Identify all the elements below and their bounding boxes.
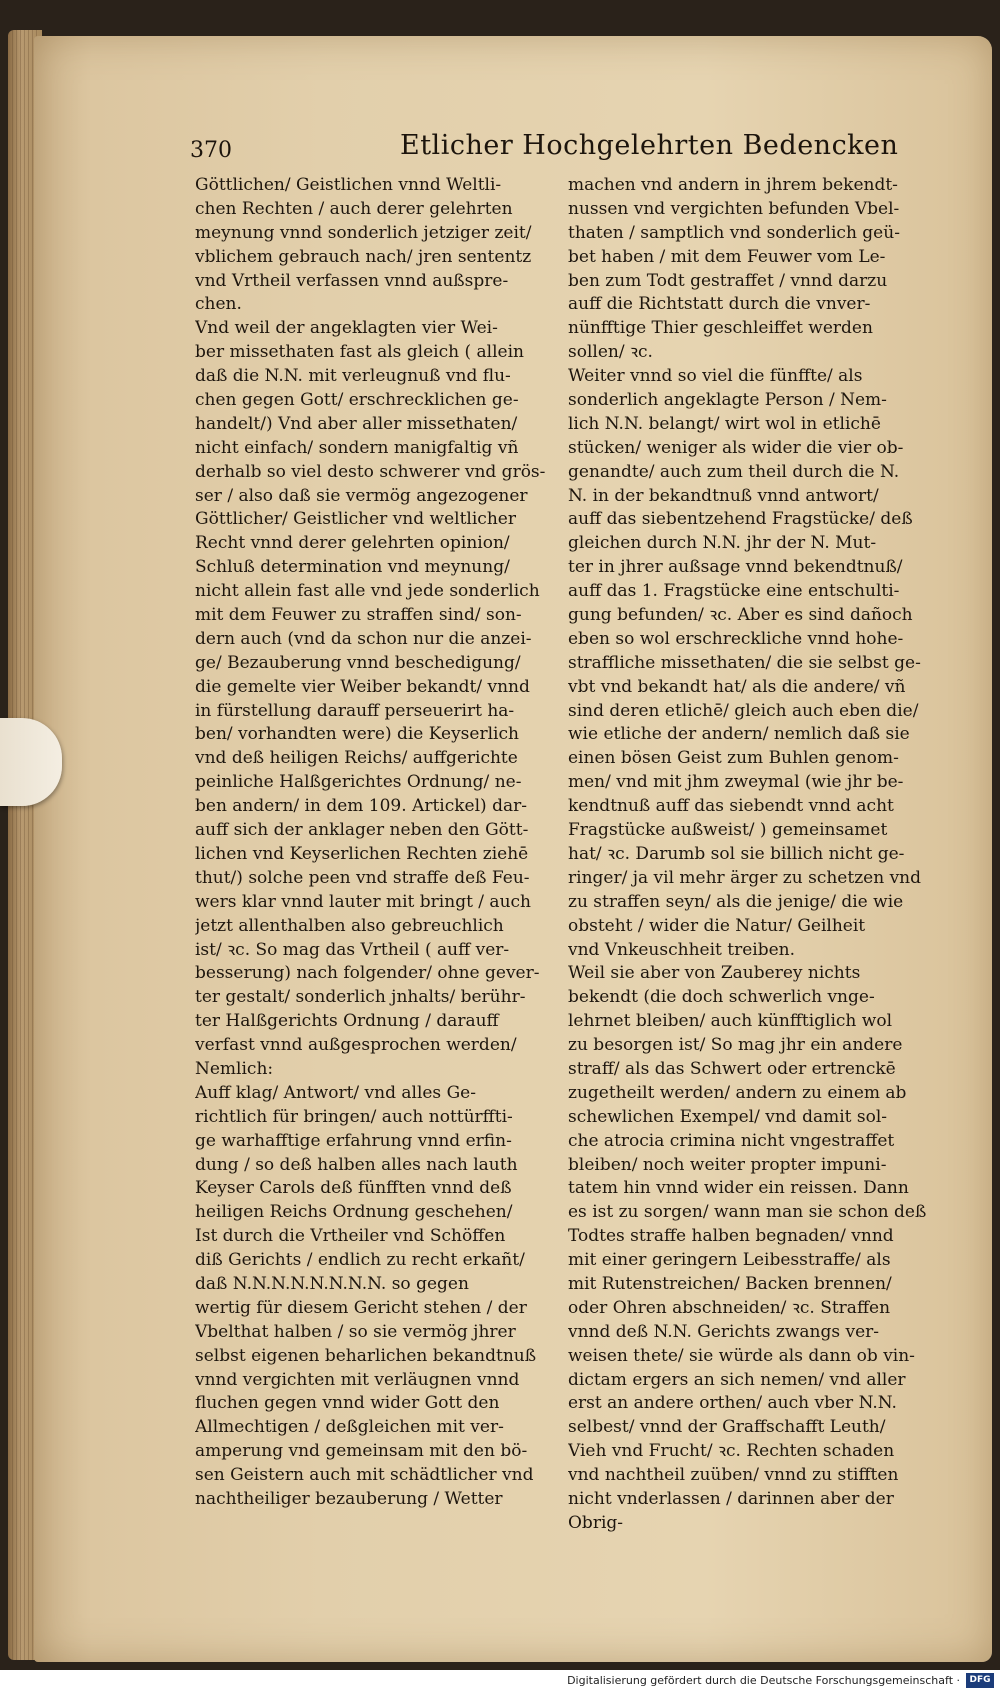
- text-line: vbt vnd bekandt hat/ als die andere/ vñ: [568, 676, 906, 697]
- page-number: 370: [190, 138, 232, 163]
- text-line: sen Geistern auch mit schädtlicher vnd: [195, 1465, 534, 1486]
- text-line: dictam ergers an sich nemen/ vnd aller: [568, 1369, 906, 1390]
- text-line: ben/ vorhandten were) die Keyserlich: [195, 724, 519, 745]
- text-line: mit Rutenstreichen/ Backen brennen/: [568, 1273, 892, 1294]
- text-line: ser / also daß sie vermög angezogener: [195, 485, 528, 506]
- text-line: auff das siebentzehend Fragstücke/ deß: [568, 509, 913, 530]
- text-line: vnd Vrtheil verfassen vnnd außspre-: [195, 270, 509, 291]
- text-line: dung / so deß halben alles nach lauth: [195, 1154, 518, 1175]
- text-line: wie etliche der andern/ nemlich daß sie: [568, 724, 910, 745]
- text-line: ge warhafftige erfahrung vnnd erfin-: [195, 1130, 512, 1151]
- text-line: lich N.N. belangt/ wirt wol in etlichē: [568, 413, 881, 434]
- text-line: nicht vnderlassen / darinnen aber der: [568, 1488, 894, 1509]
- text-line: nicht allein fast alle vnd jede sonderlich: [195, 581, 540, 602]
- text-line: mit einer geringern Leibesstraffe/ als: [568, 1250, 891, 1271]
- text-line: Göttlicher/ Geistlicher vnd weltlicher: [195, 509, 516, 530]
- digitization-credit: Digitalisierung gefördert durch die Deutsche Forschungsgemeinschaft ·: [567, 1674, 960, 1687]
- text-line: zu straffen seyn/ als die jenige/ die wie: [568, 891, 904, 912]
- text-line: Weil sie aber von Zauberey nichts: [568, 963, 861, 984]
- text-line: ben zum Todt gestraffet / vnnd darzu: [568, 270, 888, 291]
- text-line: chen Rechten / auch derer gelehrten: [195, 198, 513, 219]
- text-line: erst an andere orthen/ auch vber N.N.: [568, 1393, 897, 1414]
- text-line: thut/) solche peen vnd straffe deß Feu-: [195, 867, 530, 888]
- text-line: einen bösen Geist zum Buhlen genom-: [568, 748, 899, 769]
- text-line: Ist durch die Vrtheiler vnd Schöffen: [195, 1226, 506, 1247]
- text-line: weisen thete/ sie würde als dann ob vin-: [568, 1345, 915, 1366]
- text-line: Auff klag/ Antwort/ vnd alles Ge-: [195, 1082, 476, 1103]
- text-line: men/ vnd mit jhm zweymal (wie jhr be-: [568, 772, 904, 793]
- text-line: amperung vnd gemeinsam mit den bö-: [195, 1441, 528, 1462]
- text-line: sind deren etlichē/ gleich auch eben die/: [568, 700, 919, 721]
- text-line: Keyser Carols deß fünfften vnnd deß: [195, 1178, 512, 1199]
- text-line: vnd deß heiligen Reichs/ auffgerichte: [195, 748, 518, 769]
- text-line: zugetheilt werden/ andern zu einem ab: [568, 1082, 907, 1103]
- text-line: nachtheiliger bezauberung / Wetter: [195, 1488, 503, 1509]
- text-line: thaten / samptlich vnd sonderlich geü-: [568, 222, 900, 243]
- text-line: Fragstücke außweist/ ) gemeinsamet: [568, 820, 888, 841]
- text-line: nünfftige Thier geschleiffet werden: [568, 318, 873, 339]
- text-line: sonderlich angeklagte Person / Nem-: [568, 390, 887, 411]
- text-line: hat/ ꝛc. Darumb sol sie billich nicht ge-: [568, 843, 905, 864]
- text-line: jetzt allenthalben also gebreuchlich: [195, 915, 504, 936]
- text-line: selbst eigenen beharlichen bekandtnuß: [195, 1345, 537, 1366]
- text-line: auff die Richtstatt durch die vnver-: [568, 294, 871, 315]
- text-line: in fürstellung darauff perseuerirt ha-: [195, 700, 515, 721]
- footer-bar: [0, 1670, 1000, 1692]
- text-line: ringer/ ja vil mehr ärger zu schetzen vnd: [568, 867, 921, 888]
- text-line: bleiben/ noch weiter propter impuni-: [568, 1154, 887, 1175]
- text-line: lehrnet bleiben/ auch künfftiglich wol: [568, 1011, 893, 1032]
- text-line: chen gegen Gott/ erschrecklichen ge-: [195, 390, 519, 411]
- text-line: nussen vnd vergichten befunden Vbel-: [568, 198, 900, 219]
- text-line: gung befunden/ ꝛc. Aber es sind dañoch: [568, 605, 913, 626]
- text-line: dern auch (vnd da schon nur die anzei-: [195, 628, 532, 649]
- text-line: Nemlich:: [195, 1058, 274, 1079]
- text-line: ist/ ꝛc. So mag das Vrtheil ( auff ver-: [195, 939, 510, 960]
- text-line: tatem hin vnnd wider ein reissen. Dann: [568, 1178, 909, 1199]
- text-line: vblichem gebrauch nach/ jren sententz: [195, 246, 532, 267]
- text-line: Todtes straffe halben begnaden/ vnnd: [568, 1226, 894, 1247]
- text-line: zu besorgen ist/ So mag jhr ein andere: [568, 1035, 903, 1056]
- page-header: [190, 130, 910, 174]
- dfg-logo: DFG: [966, 1673, 994, 1688]
- text-line: gleichen durch N.N. jhr der N. Mut-: [568, 533, 877, 554]
- text-line: ter Halßgerichts Ordnung / darauff: [195, 1011, 499, 1032]
- text-line: ben andern/ in dem 109. Artickel) dar-: [195, 796, 527, 817]
- text-line: kendtnuß auff das siebendt vnnd acht: [568, 796, 894, 817]
- running-title: Etlicher Hochgelehrten Bedencken: [400, 130, 899, 161]
- text-line: Recht vnnd derer gelehrten opinion/: [195, 533, 510, 554]
- text-line: schewlichen Exempel/ vnd damit sol-: [568, 1106, 888, 1127]
- text-line: ter gestalt/ sonderlich jnhalts/ berühr-: [195, 987, 526, 1008]
- text-line: auff sich der anklager neben den Gött-: [195, 820, 529, 841]
- text-line: bet haben / mit dem Feuwer vom Le-: [568, 246, 886, 267]
- text-line: stücken/ weniger als wider die vier ob-: [568, 437, 904, 458]
- text-line: vnd nachtheil zuüben/ vnnd zu stifften: [568, 1465, 899, 1486]
- text-line: heiligen Reichs Ordnung geschehen/: [195, 1202, 513, 1223]
- text-line: straffliche missethaten/ die sie selbst ge-: [568, 652, 921, 673]
- text-line: verfast vnnd außgesprochen werden/: [195, 1035, 517, 1056]
- text-line: che atrocia crimina nicht vngestraffet: [568, 1130, 895, 1151]
- text-line: N. in der bekandtnuß vnnd antwort/: [568, 485, 879, 506]
- text-line: mit dem Feuwer zu straffen sind/ son-: [195, 605, 522, 626]
- left-text-column: [195, 174, 555, 1512]
- text-line: wertig für diesem Gericht stehen / der: [195, 1297, 527, 1318]
- text-line: straff/ als das Schwert oder ertrenckē: [568, 1058, 896, 1079]
- text-line: genandte/ auch zum theil durch die N.: [568, 461, 900, 482]
- text-line: wers klar vnnd lauter mit bringt / auch: [195, 891, 531, 912]
- text-line: Obrig-: [568, 1512, 624, 1533]
- text-line: richtlich für bringen/ auch nottürffti-: [195, 1106, 513, 1127]
- text-line: vnd Vnkeuschheit treiben.: [568, 939, 796, 960]
- text-line: diß Gerichts / endlich zu recht erkañt/: [195, 1250, 525, 1271]
- text-line: oder Ohren abschneiden/ ꝛc. Straffen: [568, 1297, 891, 1318]
- text-line: vnnd deß N.N. Gerichts zwangs ver-: [568, 1321, 880, 1342]
- text-line: daß N.N.N.N.N.N.N.N. so gegen: [195, 1273, 469, 1294]
- text-line: Göttlichen/ Geistlichen vnnd Weltli-: [195, 175, 502, 195]
- text-line: lichen vnd Keyserlichen Rechten ziehē: [195, 843, 529, 864]
- text-line: ber missethaten fast als gleich ( allein: [195, 342, 524, 363]
- text-line: eben so wol erschreckliche vnnd hohe-: [568, 628, 904, 649]
- text-line: Vbelthat halben / so sie vermög jhrer: [195, 1321, 516, 1342]
- text-line: chen.: [195, 294, 242, 315]
- text-line: Weiter vnnd so viel die fünffte/ als: [568, 366, 863, 387]
- text-line: bekendt (die doch schwerlich vnge-: [568, 987, 875, 1008]
- text-line: derhalb so viel desto schwerer vnd grös-: [195, 461, 546, 482]
- text-line: selbest/ vnnd der Graffschafft Leuth/: [568, 1417, 886, 1438]
- text-line: die gemelte vier Weiber bekandt/ vnnd: [195, 676, 530, 697]
- text-line: vnnd vergichten mit verläugnen vnnd: [195, 1369, 520, 1390]
- text-line: fluchen gegen vnnd wider Gott den: [195, 1393, 500, 1414]
- text-line: besserung) nach folgender/ ohne gever-: [195, 963, 540, 984]
- text-line: ge/ Bezauberung vnnd beschedigung/: [195, 652, 521, 673]
- right-text-column: [568, 174, 928, 1536]
- text-line: sollen/ ꝛc.: [568, 342, 653, 363]
- text-line: Vieh vnd Frucht/ ꝛc. Rechten schaden: [568, 1441, 895, 1462]
- text-line: machen vnd andern in jhrem bekendt-: [568, 175, 898, 195]
- text-line: daß die N.N. mit verleugnuß vnd flu-: [195, 366, 511, 387]
- text-line: Schluß determination vnd meynung/: [195, 557, 510, 578]
- text-line: es ist zu sorgen/ wann man sie schon deß: [568, 1202, 927, 1223]
- text-line: auff das 1. Fragstücke eine entschulti-: [568, 581, 900, 602]
- text-line: nicht einfach/ sondern manigfaltig vñ: [195, 437, 519, 458]
- text-line: peinliche Halßgerichtes Ordnung/ ne-: [195, 772, 522, 793]
- text-line: meynung vnnd sonderlich jetziger zeit/: [195, 222, 532, 243]
- text-line: handelt/) Vnd aber aller missethaten/: [195, 413, 518, 434]
- text-line: ter in jhrer außsage vnnd bekendtnuß/: [568, 557, 903, 578]
- text-line: obsteht / wider die Natur/ Geilheit: [568, 915, 866, 936]
- text-line: Vnd weil der angeklagten vier Wei-: [195, 318, 498, 339]
- text-line: Allmechtigen / deßgleichen mit ver-: [195, 1417, 504, 1438]
